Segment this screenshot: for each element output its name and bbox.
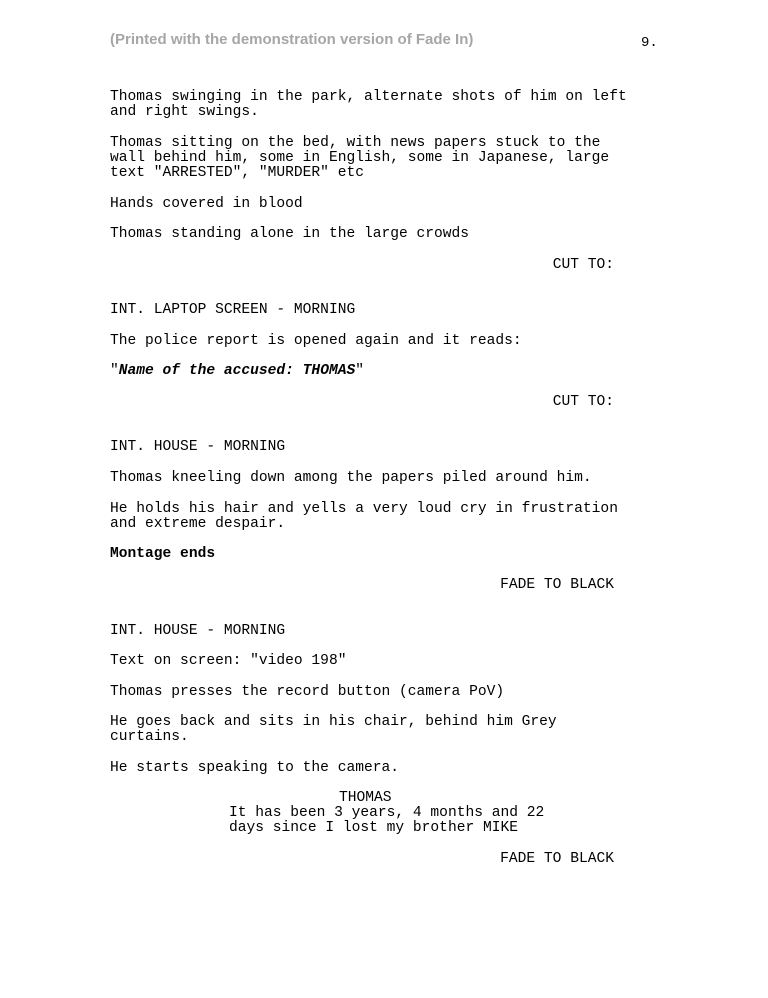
action-line: Text on screen: "video 198" bbox=[110, 653, 347, 669]
action-line: Thomas standing alone in the large crowds bbox=[110, 226, 470, 242]
dialogue-line: It has been 3 years, 4 months and 22 bbox=[229, 805, 545, 821]
action-line: Thomas swinging in the park, alternate shots of him on left bbox=[110, 89, 627, 105]
transition: FADE TO BLACK bbox=[500, 577, 614, 593]
action-line: Thomas kneeling down among the papers piled around him. bbox=[110, 470, 592, 486]
action-line: and right swings. bbox=[110, 104, 259, 120]
action-line: curtains. bbox=[110, 729, 189, 745]
quoted-report-line bbox=[110, 364, 364, 379]
action-line: He goes back and sits in his chair, behind him Grey bbox=[110, 714, 557, 730]
action-line: Hands covered in blood bbox=[110, 196, 303, 212]
demo-watermark: (Printed with the demonstration version of Fade In) bbox=[110, 31, 474, 48]
action-line: and extreme despair. bbox=[110, 516, 286, 532]
page-number: 9. bbox=[641, 35, 658, 51]
action-line: He starts speaking to the camera. bbox=[110, 760, 400, 776]
quote-mark: " bbox=[110, 363, 119, 379]
scene-heading: INT. HOUSE - MORNING bbox=[110, 439, 286, 455]
transition: CUT TO: bbox=[552, 394, 614, 410]
action-line: He holds his hair and yells a very loud cry in frustration bbox=[110, 501, 618, 517]
action-line: Thomas presses the record button (camera PoV) bbox=[110, 684, 505, 700]
action-line: text "ARRESTED", "MURDER" etc bbox=[110, 165, 364, 181]
transition: CUT TO: bbox=[552, 257, 614, 273]
action-line: wall behind him, some in English, some in Japanese, large bbox=[110, 150, 610, 166]
quote-mark: " bbox=[355, 363, 364, 379]
montage-end: Montage ends bbox=[110, 546, 216, 562]
action-line: Thomas sitting on the bed, with news papers stuck to the bbox=[110, 135, 601, 151]
action-line: The police report is opened again and it reads: bbox=[110, 333, 522, 349]
scene-heading: INT. LAPTOP SCREEN - MORNING bbox=[110, 302, 356, 318]
quoted-report-text: Name of the accused: THOMAS bbox=[118, 363, 356, 379]
transition: FADE TO BLACK bbox=[500, 851, 614, 867]
character-name: THOMAS bbox=[339, 790, 392, 806]
scene-heading: INT. HOUSE - MORNING bbox=[110, 623, 286, 639]
dialogue-line: days since I lost my brother MIKE bbox=[229, 820, 519, 836]
